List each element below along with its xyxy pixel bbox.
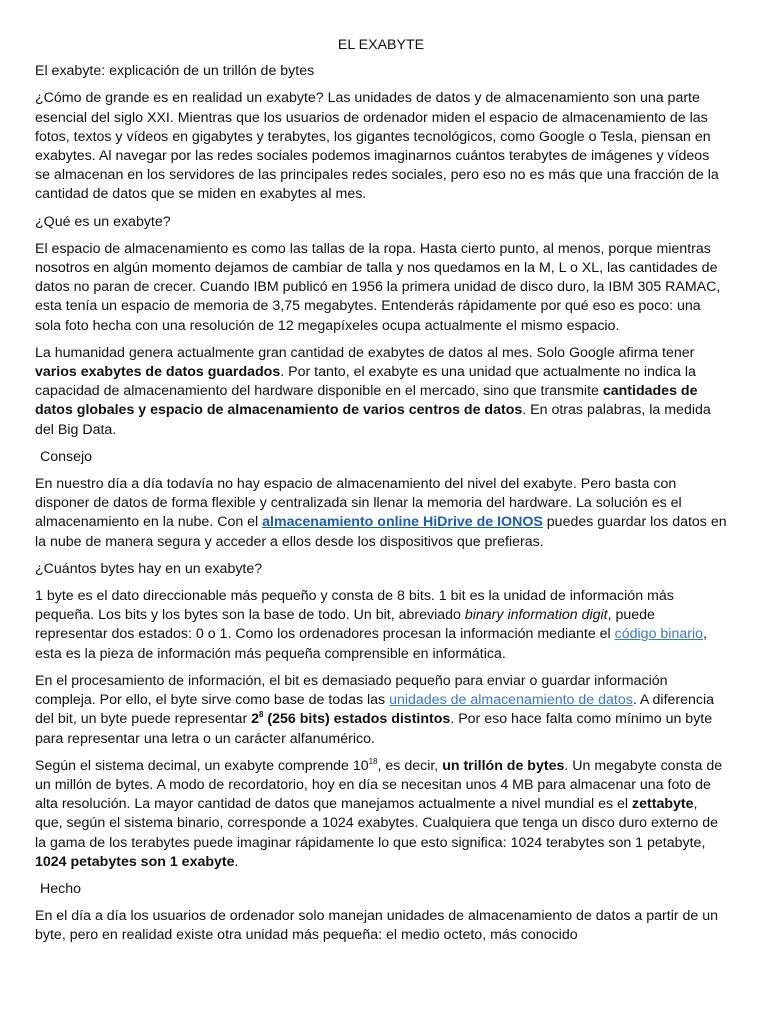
tip-label: Consejo (40, 448, 93, 465)
bold-text: cantidades de datos globales y espacio de almacenamiento de varios centros de datos (35, 383, 698, 419)
paragraph-nube (35, 475, 727, 552)
text-run: . Por tanto, el exabyte es una unidad que actualmente no indica la capacidad de almacenamiento del hardware disponible en el mercado, sino que transmite (35, 364, 696, 400)
section-heading-que-es: ¿Qué es un exabyte? (35, 213, 171, 230)
bold-text: un trillón de bytes (442, 757, 565, 774)
power-exponent: 8 (259, 710, 264, 720)
text-run: puedes guardar los datos en la nube de manera segura y acceder a ellos desde los dispositivos que prefieras. (35, 514, 727, 550)
document-title: EL EXABYTE (337, 37, 425, 53)
power-exponent: 18 (368, 756, 378, 766)
paragraph-byte-base (35, 672, 727, 749)
paragraph-decimal (35, 757, 727, 872)
section-heading-cuantos: ¿Cuántos bytes hay en un exabyte? (35, 560, 263, 577)
codigo-binario-link[interactable]: código binario (614, 626, 703, 643)
hidrive-link[interactable]: almacenamiento online HiDrive de IONOS (262, 514, 543, 531)
paragraph-tallas: El espacio de almacenamiento es como las tallas de la ropa. Hasta cierto punto, al menos, porque mientras nosotros en algún momento dejamos de cambiar de talla y nos quedamos en la M, L o XL, las cantidades de datos no paran de crecer. Cuando IBM publicó en 1956 la primera unidad de disco duro, la IBM 305 RAMAC, esta tenía un espacio de memoria de 3,75 megabytes. Entenderás rápidamente por qué eso es poco: una sola foto hecha con una resolución de 12 megapíxeles ocupa actualmente el mismo espacio. (35, 240, 721, 334)
text-run: En nuestro día a día todavía no hay espacio de almacenamiento del nivel del exabyte. Pero basta con disponer de datos de forma flexible y centralizada sin llenar la memoria del hardware. La solución es el almacenamiento en la nube. Con el (35, 476, 682, 531)
text-run: La humanidad genera actualmente gran cantidad de exabytes de datos al mes. Solo Google afirma tener (35, 344, 695, 361)
text-run: , que, según el sistema binario, corresponde a 1024 exabytes. Cualquiera que tenga un disco duro externo de la gama de los terabytes puede imaginar rápidamente lo que esto significa: 1024 terabytes son 1 petabyte, (35, 796, 719, 851)
unidades-almacenamiento-link[interactable]: unidades de almacenamiento de datos (389, 692, 633, 709)
text-run: . En otras palabras, la medida del Big Data. (35, 402, 711, 438)
intro-paragraph: ¿Cómo de grande es en realidad un exabyte? Las unidades de datos y de almacenamiento son una parte esencial del siglo XXI. Mientras que los usuarios de ordenador miden el espacio de almacenamiento de las fotos, textos y vídeos en gigabytes y terabytes, los gigantes tecnológicos, como Google o Tesla, piensan en exabytes. Al navegar por las redes sociales podemos imaginarnos cuántos terabytes de imágenes y vídeos se almacenan en los servidores de las principales redes sociales, pero eso no es más que una fracción de la cantidad de datos que se miden en exabytes al mes. (35, 90, 719, 203)
italic-text: binary information digit (464, 607, 608, 624)
text-run: , esta es la pieza de información más pequeña comprensible en informática. (35, 626, 707, 662)
bold-rest: (256 bits) estados distintos (263, 711, 451, 728)
paragraph-humanidad (35, 344, 727, 440)
power-base: 2 (251, 711, 260, 728)
text-run: En el procesamiento de información, el bit es demasiado pequeño para enviar o guardar información compleja. Por ello, el byte sirve como base de todas las (35, 672, 668, 709)
paragraph-medio-octeto: En el día a día los usuarios de ordenador solo manejan unidades de almacenamiento de datos a partir de un byte, pero en realidad existe otra unidad más pequeña: el medio octeto, más conocido (35, 908, 719, 944)
text-run: . (234, 853, 239, 870)
bold-text: varios exabytes de datos guardados (35, 364, 281, 381)
text-run: , puede representar dos estados: 0 o 1. Como los ordenadores procesan la información mediante el (35, 607, 655, 643)
text-run: . Por eso hace falta como mínimo un byte para representar una letra o un carácter alfanumérico. (35, 711, 713, 747)
text-run: . Un megabyte consta de un millón de bytes. A modo de recordatorio, hoy en día se necesitan unos 4 MB para almacenar una foto de alta resolución. La mayor cantidad de datos que manejamos actualmente a nivel mundial es el (35, 757, 723, 813)
document-page (35, 36, 727, 954)
text-run: , es decir, (377, 757, 443, 774)
text-run: Según el sistema decimal, un exabyte comprende 10 (35, 757, 369, 774)
bold-text (251, 711, 450, 727)
bold-text: zettabyte (632, 796, 694, 813)
bold-text: 1024 petabytes son 1 exabyte (35, 853, 235, 870)
paragraph-bits (35, 587, 727, 664)
text-run: . A diferencia del bit, un byte puede representar (35, 692, 715, 728)
fact-label: Hecho (40, 880, 82, 897)
text-run: 1 byte es el dato direccionable más pequeño y consta de 8 bits. 1 bit es la unidad de información más pequeña. Los bits y los bytes son la base de todo. Un bit, abreviado (35, 588, 674, 624)
document-subtitle: El exabyte: explicación de un trillón de bytes (35, 63, 315, 80)
